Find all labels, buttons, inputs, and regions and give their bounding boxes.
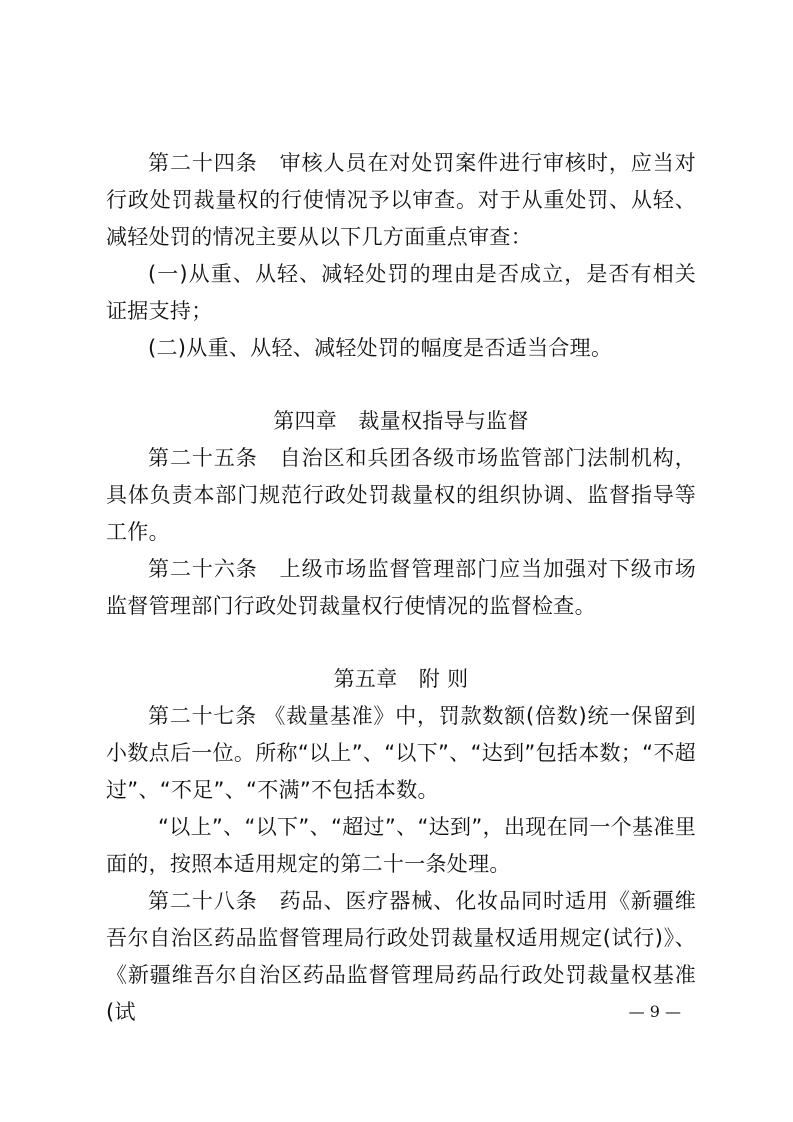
article-25: 第二十五条 自治区和兵团各级市场监管部门法制机构，具体负责本部门规范行政处罚裁量权的组织协调、监督指导等工作。: [106, 446, 696, 544]
article-27-note: “以上”、“以下”、“超过”、“达到”，出现在同一个基准里面的，按照本适用规定的第二十一条处理。: [106, 815, 696, 876]
article-24-item-1: (一)从重、从轻、减轻处罚的理由是否成立，是否有相关证据支持；: [106, 262, 696, 323]
article-28: 第二十八条 药品、医疗器械、化妆品同时适用《新疆维吾尔自治区药品监督管理局行政处罚裁量权适用规定(试行)》、《新疆维吾尔自治区药品监督管理局药品行政处罚裁量权基准(试: [106, 889, 696, 1024]
document-body: [106, 145, 696, 1031]
article-24-item-2: (二)从重、从轻、减轻处罚的幅度是否适当合理。: [148, 336, 613, 360]
page-number: — 9 —: [628, 1002, 681, 1021]
chapter-4-title: 第四章 裁量权指导与监督: [273, 409, 529, 433]
article-27: 第二十七条 《裁量基准》中，罚款数额(倍数)统一保留到小数点后一位。所称“以上”、“以下”、“达到”包括本数；“不超过”、“不足”、“不满”不包括本数。: [106, 704, 696, 802]
article-24: 第二十四条 审核人员在对处罚案件进行审核时，应当对行政处罚裁量权的行使情况予以审查。对于从重处罚、从轻、减轻处罚的情况主要从以下几方面重点审查：: [106, 151, 696, 249]
article-26: 第二十六条 上级市场监督管理部门应当加强对下级市场监督管理部门行政处罚裁量权行使情况的监督检查。: [106, 557, 696, 618]
chapter-5-title: 第五章 附 则: [333, 667, 469, 691]
